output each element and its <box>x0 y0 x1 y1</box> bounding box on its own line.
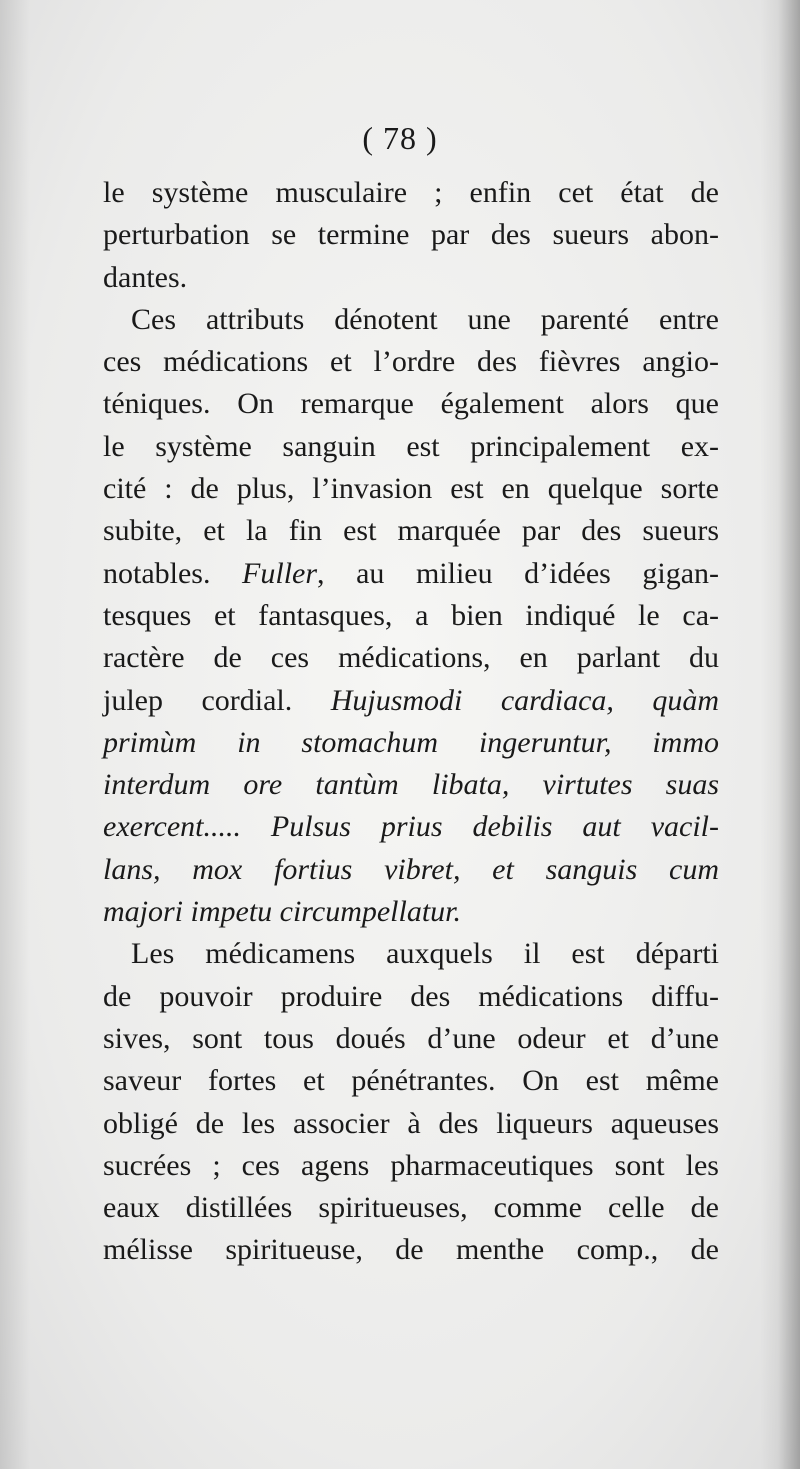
text-line <box>103 1018 719 1060</box>
text-line <box>103 426 719 468</box>
text-line <box>103 214 719 256</box>
text-line <box>103 1187 719 1229</box>
text-line <box>103 299 719 341</box>
roman-text: tesques et fantasques, a bien indiqué le ca- <box>103 598 719 632</box>
italic-text: Fuller <box>242 556 318 590</box>
roman-text: ces médications et l’ordre des fièvres angio- <box>103 345 719 379</box>
roman-text: , au milieu d’idées gigan- <box>317 556 720 590</box>
text-line <box>103 1060 719 1102</box>
text-line <box>103 849 719 891</box>
italic-text: interdum ore tantùm libata, virtutes suas <box>103 768 719 802</box>
roman-text: eaux distillées spiritueuses, comme celle de <box>103 1191 719 1225</box>
roman-text: saveur fortes et pénétrantes. On est même <box>103 1064 719 1098</box>
text-line <box>103 510 719 552</box>
text-line <box>103 680 719 722</box>
text-line <box>103 468 719 510</box>
roman-text: perturbation se termine par des sueurs abon- <box>103 218 719 252</box>
roman-text: le système musculaire ; enfin cet état de <box>103 176 719 209</box>
text-line <box>103 891 719 933</box>
roman-text: ractère de ces médications, en parlant du <box>103 641 719 675</box>
roman-text: téniques. On remarque également alors que <box>103 387 719 421</box>
text-line <box>103 764 719 806</box>
text-line <box>103 976 719 1018</box>
body-text <box>103 172 719 1272</box>
text-line <box>103 595 719 637</box>
italic-text: exercent..... Pulsus prius debilis aut vacil- <box>103 810 719 844</box>
roman-text: julep cordial. <box>103 683 293 717</box>
roman-text: cité : de plus, l’invasion est en quelque sorte <box>103 472 719 506</box>
text-line <box>103 341 719 383</box>
text-line <box>103 806 719 848</box>
italic-text: Hujusmodi cardiaca, quàm <box>330 683 720 717</box>
text-line <box>103 172 719 214</box>
roman-text: obligé de les associer à des liqueurs aqueuses <box>103 1106 719 1140</box>
italic-text: primùm in stomachum ingeruntur, immo <box>103 725 719 759</box>
roman-text: subite, et la fin est marquée par des sueurs <box>103 514 719 548</box>
roman-text: Les médicamens auxquels il est départi <box>131 937 719 971</box>
text-line <box>103 257 719 299</box>
text-line <box>103 1103 719 1145</box>
roman-text: mélisse spiritueuse, de menthe comp., de <box>103 1233 719 1267</box>
text-line <box>103 1145 719 1187</box>
roman-text: sucrées ; ces agens pharmaceutiques sont les <box>103 1148 719 1182</box>
text-line <box>103 933 719 975</box>
text-line <box>103 383 719 425</box>
roman-text: de pouvoir produire des médications diffu- <box>103 979 719 1013</box>
text-line <box>103 637 719 679</box>
page-number: ( 78 ) <box>362 120 438 156</box>
text-line <box>103 722 719 764</box>
roman-text: le système sanguin est principalement ex- <box>103 429 719 463</box>
text-line <box>103 1229 719 1271</box>
italic-text: lans, mox fortius vibret, et sanguis cum <box>103 852 719 886</box>
roman-text: sives, sont tous doués d’une odeur et d’une <box>103 1021 719 1055</box>
roman-text: dantes. <box>103 260 188 294</box>
italic-text: majori impetu circumpellatur. <box>103 895 462 929</box>
roman-text: notables. <box>103 556 211 590</box>
text-line <box>103 553 719 595</box>
roman-text: Ces attributs dénotent une parenté entre <box>131 302 719 336</box>
